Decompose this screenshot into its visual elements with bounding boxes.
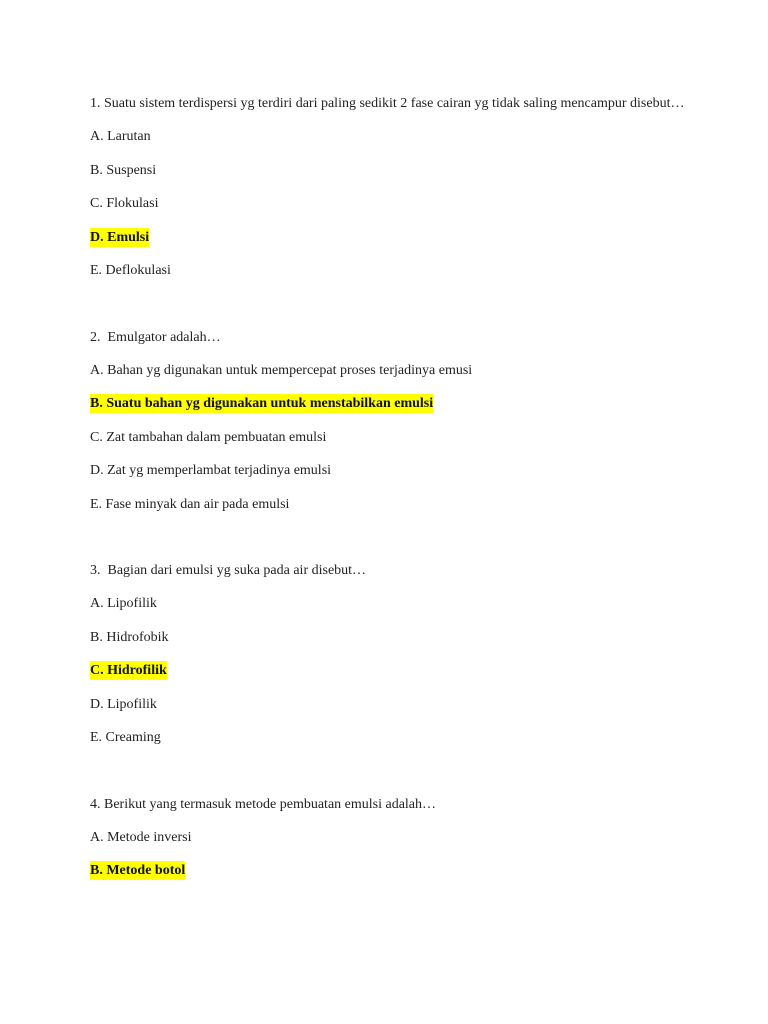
option-d: D. Zat yg memperlambat terjadinya emulsi — [90, 463, 332, 478]
question-1 — [90, 94, 690, 280]
option-a: A. Bahan yg digunakan untuk mempercepat proses terjadinya emusi — [90, 362, 473, 378]
option-e: E. Deflokulasi — [90, 263, 171, 278]
option-d-answer — [90, 228, 690, 247]
option-d: D. Lipofilik — [90, 696, 157, 712]
spacer — [90, 528, 690, 561]
question-text: 1. Suatu sistem terdispersi yg terdiri dari paling sedikit 2 fase cairan yg tidak saling mencampur disebut… — [90, 96, 685, 111]
option-a: A. Metode inversi — [90, 829, 192, 845]
option-e: E. Creaming — [90, 730, 161, 745]
question-2 — [90, 328, 690, 514]
option-c: C. Flokulasi — [90, 196, 159, 211]
option-a: A. Lipofilik — [90, 596, 157, 611]
answer-highlight: C. Hidrofilik — [90, 663, 167, 678]
option-b: B. Suspensi — [90, 162, 157, 178]
option-b-answer — [90, 394, 690, 413]
question-text: 4. Berikut yang termasuk metode pembuatan emulsi adalah… — [90, 796, 437, 812]
answer-highlight: B. Suatu bahan yg digunakan untuk menstabilkan emulsi — [90, 396, 434, 411]
spacer — [90, 762, 690, 795]
answer-highlight: D. Emulsi — [90, 229, 150, 245]
option-a: A. Larutan — [90, 129, 151, 144]
option-b: B. Hidrofobik — [90, 629, 169, 645]
option-e: E. Fase minyak dan air pada emulsi — [90, 496, 290, 512]
option-c-answer — [90, 661, 690, 680]
question-text: 3. Bagian dari emulsi yg suka pada air disebut… — [90, 563, 367, 578]
question-text: 2. Emulgator adalah… — [90, 329, 221, 345]
option-b-answer — [90, 861, 690, 880]
answer-highlight: B. Metode botol — [90, 863, 186, 878]
option-c: C. Zat tambahan dalam pembuatan emulsi — [90, 429, 327, 445]
question-3 — [90, 561, 690, 747]
question-4 — [90, 795, 690, 881]
spacer — [90, 295, 690, 328]
document-page — [90, 94, 690, 895]
